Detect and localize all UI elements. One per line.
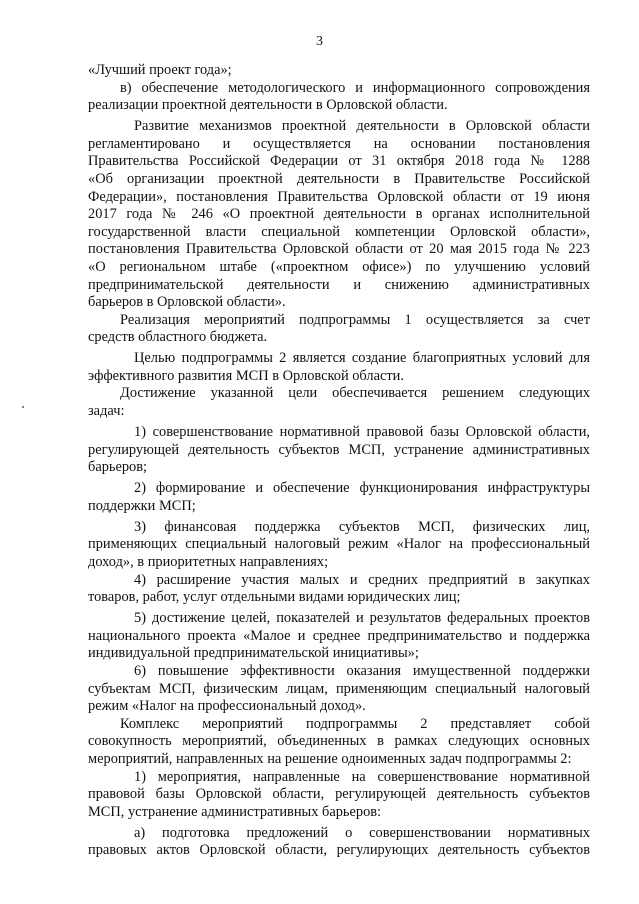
text-line: совокупность мероприятий, объединенных в рамках следующих основных [88,733,590,750]
text-line: «О региональном штабе («проектном офисе») по улучшению условий [88,258,590,275]
text-line: задач: [88,403,125,420]
text-line: регламентировано и осуществляется на основании постановления [88,135,590,152]
text-line: Реализация мероприятий подпрограммы 1 осуществляется за счет [120,311,590,328]
text-line: «Лучший проект года»; [88,62,232,78]
text-line: 1) совершенствование нормативной правовой базы Орловской области, [134,424,590,441]
page-number: 3 [316,34,323,49]
text-line: национального проекта «Малое и среднее предпринимательство и поддержка [88,627,590,644]
text-line: 1) мероприятия, направленные на совершенствование нормативной [134,768,590,785]
text-line: режим «Налог на профессиональный доход». [88,698,366,715]
text-line: Комплекс мероприятий подпрограммы 2 представляет собой [120,715,590,732]
text-line: государственной власти специальной компетенции Орловской области», [88,223,590,240]
text-line: регулирующей деятельность субъектов МСП, устранение административных [88,441,590,458]
text-line: МСП, устранение административных барьеров: [88,803,382,820]
text-line: 2) формирование и обеспечение функционирования инфраструктуры [134,480,590,497]
text-line: Развитие механизмов проектной деятельности в Орловской области [134,118,590,135]
body-text [88,62,590,860]
text-line: 4) расширение участия малых и средних предприятий в закупках [134,571,590,588]
text-line: мероприятий, направленных на решение одноименных задач подпрограммы 2: [88,750,572,767]
text-line: предпринимательской деятельности и снижению административных [88,276,590,293]
text-line: барьеров; [88,459,148,476]
text-line: постановления Правительства Орловской области от 20 мая 2015 года № 223 [88,241,590,258]
text-line: 6) повышение эффективности оказания имущественной поддержки [134,662,590,679]
text-line: Правительства Российской Федерации от 31 октября 2018 года № 1288 [88,153,590,170]
scan-speck [22,406,24,408]
text-line: а) подготовка предложений о совершенствовании нормативных [134,824,590,841]
text-line: Достижение указанной цели обеспечивается решением следующих [120,385,590,402]
text-line: 2017 года № 246 «О проектной деятельности в органах исполнительной [88,206,590,223]
text-line: в) обеспечение методологического и информационного сопровождения [120,79,590,96]
text-line: товаров, работ, услуг отдельными видами юридических лиц; [88,589,461,606]
text-line: эффективного развития МСП в Орловской области. [88,367,404,384]
text-line: поддержки МСП; [88,497,196,514]
text-line: Целью подпрограммы 2 является создание благоприятных условий для [134,350,590,367]
text-line: «Об организации проектной деятельности в Правительстве Российской [88,170,590,187]
text-line: реализации проектной деятельности в Орловской области. [88,97,448,114]
text-line: доход», в приоритетных направлениях; [88,553,329,570]
text-line: средств областного бюджета. [88,329,268,346]
text-line: барьеров в Орловской области». [88,294,286,311]
text-line: правовой базы Орловской области, регулирующей деятельность субъектов [88,786,590,803]
text-line: правовых актов Орловской области, регулирующих деятельность субъектов [88,842,590,859]
text-line: 3) финансовая поддержка субъектов МСП, физических лиц, [134,518,590,535]
text-line: 5) достижение целей, показателей и результатов федеральных проектов [134,610,590,627]
text-line: субъектам МСП, физическим лицам, применяющим специальный налоговый [88,680,590,697]
text-line: Федерации», постановления Правительства Орловской области от 19 июня [88,188,590,205]
text-line: применяющих специальный налоговый режим «Налог на профессиональный [88,536,590,553]
text-line: индивидуальной предпринимательской инициативы»; [88,645,419,662]
